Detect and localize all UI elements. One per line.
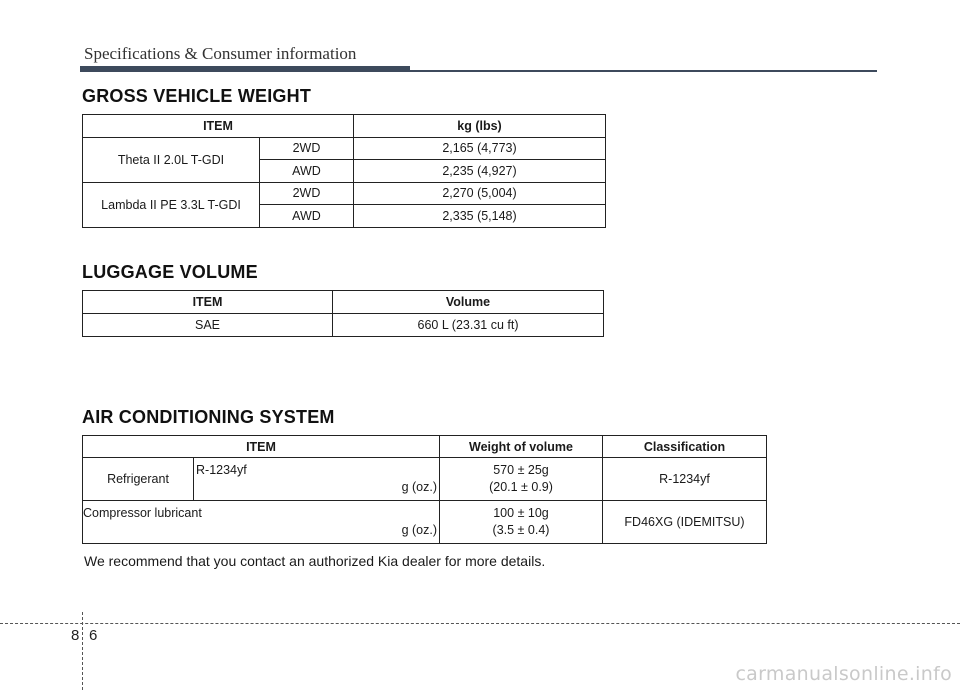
ac-heading: AIR CONDITIONING SYSTEM <box>82 407 335 427</box>
luggage-table <box>82 290 604 337</box>
ac-compressor-cell <box>83 501 440 544</box>
page-number: 6 <box>89 627 98 644</box>
table-row <box>83 458 767 501</box>
table-row <box>83 137 606 160</box>
gvw-weight: 2,235 (4,927) <box>354 160 606 183</box>
ac-col-weight: Weight of volume <box>440 436 603 458</box>
ac-refrigerant-unit: g (oz.) <box>401 480 437 494</box>
table-header-row <box>83 291 604 314</box>
gvw-col-weight: kg (lbs) <box>354 115 606 138</box>
ac-refrigerant-type-cell <box>194 458 440 501</box>
gvw-engine-name: Theta II 2.0L T-GDI <box>83 137 260 182</box>
ac-compressor-label: Compressor lubricant <box>83 506 202 520</box>
luggage-volume: 660 L (23.31 cu ft) <box>333 314 604 337</box>
footer-vertical-divider <box>82 612 83 690</box>
gvw-drive: 2WD <box>260 137 354 160</box>
ac-compressor-unit: g (oz.) <box>401 523 437 537</box>
ac-col-classification: Classification <box>603 436 767 458</box>
dealer-note: We recommend that you contact an authorized Kia dealer for more details. <box>84 553 546 569</box>
gvw-drive: 2WD <box>260 182 354 205</box>
ac-compressor-weight-line2: (3.5 ± 0.4) <box>492 523 550 537</box>
gvw-heading: GROSS VEHICLE WEIGHT <box>82 86 312 106</box>
gvw-table <box>82 114 606 228</box>
footer-divider <box>0 623 960 624</box>
table-header-row <box>83 436 767 458</box>
table-header-row <box>83 115 606 138</box>
ac-compressor-weight-line1: 100 ± 10g <box>493 506 549 520</box>
gvw-weight: 2,165 (4,773) <box>354 137 606 160</box>
ac-refrigerant-type: R-1234yf <box>196 463 247 477</box>
page-chapter: 8 <box>71 627 80 644</box>
ac-refrigerant-weight <box>440 458 603 501</box>
ac-refrigerant-label: Refrigerant <box>83 458 194 501</box>
luggage-col-item: ITEM <box>83 291 333 314</box>
luggage-col-volume: Volume <box>333 291 604 314</box>
ac-table <box>82 435 767 544</box>
ac-compressor-weight <box>440 501 603 544</box>
watermark: carmanualsonline.info <box>735 663 952 685</box>
ac-refrigerant-classification: R-1234yf <box>603 458 767 501</box>
ac-compressor-classification: FD46XG (IDEMITSU) <box>603 501 767 544</box>
gvw-weight: 2,270 (5,004) <box>354 182 606 205</box>
table-row <box>83 314 604 337</box>
luggage-item: SAE <box>83 314 333 337</box>
table-row <box>83 501 767 544</box>
gvw-drive: AWD <box>260 160 354 183</box>
header-rule-thin <box>410 70 877 72</box>
luggage-heading: LUGGAGE VOLUME <box>82 262 258 282</box>
ac-refrigerant-weight-line1: 570 ± 25g <box>493 463 549 477</box>
gvw-col-item: ITEM <box>83 115 354 138</box>
gvw-weight: 2,335 (5,148) <box>354 205 606 228</box>
ac-col-item: ITEM <box>83 436 440 458</box>
gvw-drive: AWD <box>260 205 354 228</box>
header-rule-thick <box>80 66 410 72</box>
gvw-engine-name: Lambda II PE 3.3L T-GDI <box>83 182 260 227</box>
table-row <box>83 182 606 205</box>
page-header-title: Specifications & Consumer information <box>84 44 357 63</box>
ac-refrigerant-weight-line2: (20.1 ± 0.9) <box>489 480 553 494</box>
